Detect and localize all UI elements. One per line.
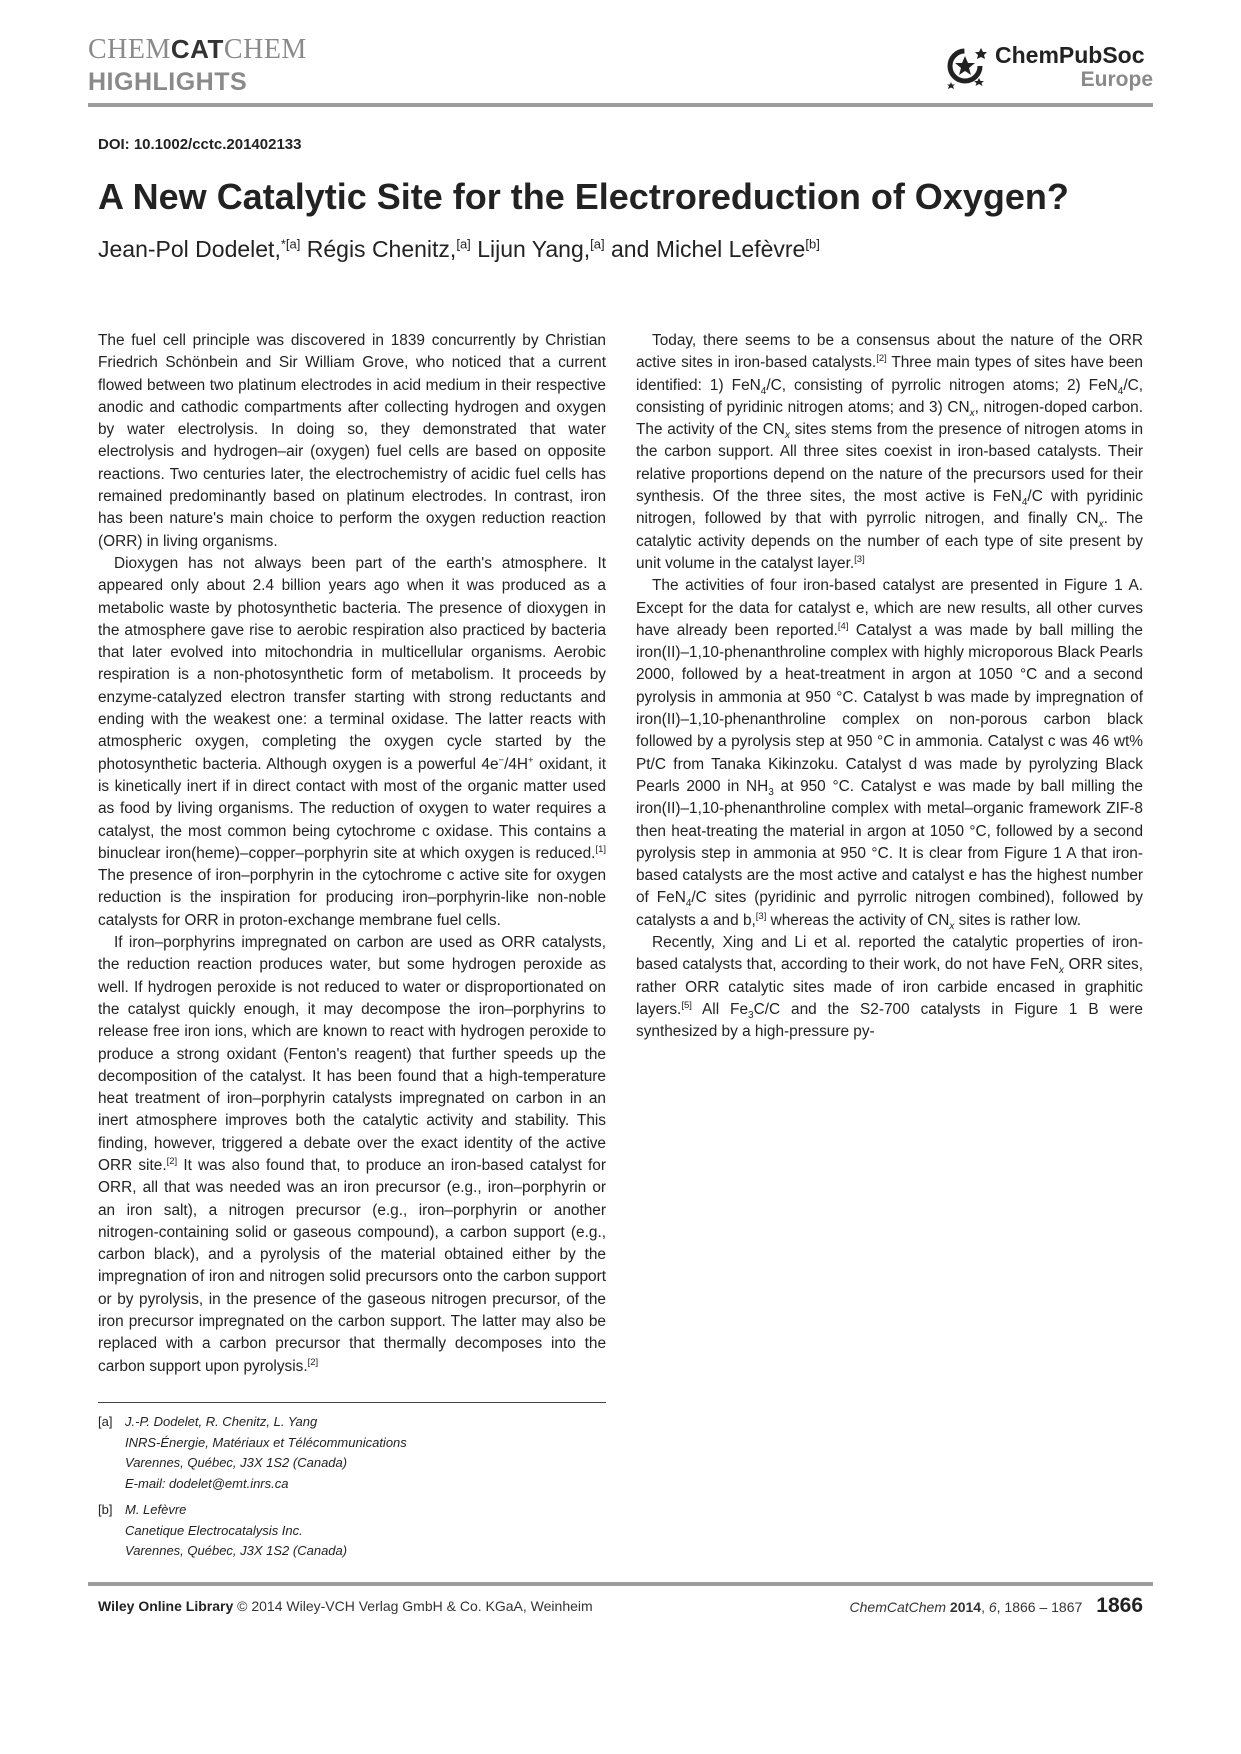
paragraph-text: oxidant, it is kinetically inert if in direct contact with most of the organic matter used as food by living organisms. The reduction of oxygen to water requires a catalyst, the most common being cytochrome c oxidase. This contains a binuclear iron(heme)–copper–porphyrin site at which oxygen is reduced. [98,755,606,862]
paragraph [636,575,1143,932]
paragraph-text: The fuel cell principle was discovered in 1839 concurrently by Christian Friedrich Schönbein and Sir William Grove, who noticed that a current flowed between two platinum electrodes in acid medium in their respective anodic and cathodic compartments after collecting hydrogen and oxygen by water electrolysis. In doing so, they demonstrated that water electrolysis and hydrogen–air (oxygen) fuel cells are based on opposite reactions. Two centuries later, the electrochemistry of acidic fuel cells has remained predominantly based on platinum electrodes. In contrast, iron has been nature's main choice to perform the oxygen reduction reaction (ORR) in living organisms. [98,332,606,550]
reference-link[interactable]: [2] [307,1356,319,1368]
paragraph [98,932,606,1378]
footer-year: 2014 [949,1599,982,1615]
author-name: Jean-Pol Dodelet, [98,236,281,262]
footer-copyright [98,1598,593,1614]
superscript: − [498,754,505,766]
subscript: 4 [1021,497,1028,509]
paragraph-text: /C with pyridinic nitrogen, followed by that with pyrrolic nitrogen, and finally CN [636,488,1143,528]
subscript: 4 [760,385,767,397]
paragraph-text: /C, consisting of pyridinic nitrogen atoms; and 3) CN [636,376,1143,416]
paragraph-text: at 950 °C. Catalyst e was made by ball milling the iron(II)–1,10-phenanthroline complex with metal–organic framework ZIF-8 then heat-treating the material in argon at 1050 °C, followed by a second pyrolysis step in ammonia at 950 °C. It is clear from Figure 1 A that iron-based catalysts are the most active and catalyst e has the highest number of FeN [636,777,1143,907]
footnote-item [98,1500,606,1562]
paragraph-text: /C sites (pyridinic and pyrrolic nitrogen combined), followed by catalysts a and b, [636,889,1144,929]
subscript: x [969,407,975,419]
reference-link[interactable]: [3] [854,553,865,565]
paragraph [636,330,1143,575]
section-label: HIGHLIGHTS [88,68,248,96]
journal-name-part2: CAT [170,34,224,64]
paragraph-text: Catalyst a was made by ball milling the iron(II)–1,10-phenanthroline complex with highly microporous Black Pearls 2000, followed by a heat-treatment in argon at 1050 °C and a second pyrolysis in ammonia at 950 °C. Catalyst b was made by impregnation of iron(II)–1,10-phenanthroline complex on non-porous carbon black followed by a pyrolysis step at 950 °C in ammonia. Catalyst c was 46 wt% Pt/C from Tanaka Kikinzoku. Catalyst d was made by pyrolyzing Black Pearls 2000 in NH [636,621,1143,795]
footer-divider [88,1582,1153,1586]
subscript: x [784,430,790,442]
paragraph [98,553,606,932]
footnote-line: Varennes, Québec, J3X 1S2 (Canada) [125,1455,348,1470]
publisher-region: Europe [1080,68,1153,91]
paragraph-text: The activities of four iron-based catalyst are presented in Figure 1 A. Except for the data for catalyst e, which are new results, all other curves have already been reported. [636,577,1143,639]
header-divider [88,103,1153,107]
paragraph-text: /C, consisting of pyrrolic nitrogen atoms; 2) FeN [766,376,1118,394]
author-name: and Michel Lefèvre [611,236,806,262]
article-title: A New Catalytic Site for the Electroreduction of Oxygen? [98,176,1069,217]
paragraph-text: ORR sites, rather ORR catalytic sites made of iron carbide encased in graphitic layers. [636,956,1143,1018]
footnote-email[interactable]: E-mail: dodelet@emt.inrs.ca [125,1475,289,1491]
paragraph-text: Today, there seems to be a consensus about the nature of the ORR active sites in iron-based catalysts. [636,332,1143,372]
subscript: x [949,920,955,932]
author-name: Lijun Yang, [477,236,591,262]
footnote-line: Canetique Electrocatalysis Inc. [125,1522,303,1538]
reference-link[interactable]: [4] [837,620,849,632]
reference-link[interactable]: [5] [681,999,692,1011]
chempubsoc-star-icon [943,42,989,92]
footer-citation: ChemCatChem 2014, 6, 1866 – 1867 1866 [849,1594,1143,1617]
footer-volume: 6 [988,1599,997,1615]
paragraph-text: /4H [504,755,529,773]
footer-pages: , 1866 – 1867 [996,1599,1083,1615]
author-affiliation-mark: *[a] [280,236,301,252]
paragraph-text: The presence of iron–porphyrin in the cytochrome c active site for oxygen reduction is the inspiration for producing iron–porphyrin-like non-noble catalysts for ORR in proton-exchange membrane fuel cells. [98,867,606,929]
journal-name-part1: CHEM [88,34,171,65]
paragraph-text: Recently, Xing and Li et al. reported the catalytic properties of iron-based catalysts that, according to their work, do not have FeN [636,934,1143,974]
publisher-logo [943,40,1153,96]
copyright-text: © 2014 Wiley-VCH Verlag GmbH & Co. KGaA, Weinheim [237,1598,593,1614]
subscript: 3 [748,1009,754,1021]
footnote-line: M. Lefèvre [125,1502,187,1517]
subscript: 4 [1117,385,1124,397]
paragraph-text: If iron–porphyrins impregnated on carbon are used as ORR catalysts, the reduction reaction produces water, but some hydrogen peroxide as well. If hydrogen peroxide is not reduced to water or disproportionated on the catalyst quickly enough, it may decompose the iron–porphyrins to release free iron ions, which are known to react with hydrogen peroxide to produce a strong oxidant (Fenton's reagent) that further speeds up the decomposition of the catalyst. It has been found that a high-temperature heat treatment of iron–porphyrin catalysts impregnated on carbon in an inert atmosphere improves both the catalytic activity and stability. This finding, however, triggered a debate over the exact identity of the active ORR site. [98,934,606,1174]
journal-name [88,34,307,66]
author-affiliation-mark: [a] [590,236,605,252]
subscript: 4 [685,898,692,910]
paragraph-text: C/C and the S2-700 catalysts in Figure 1 B were synthesized by a high-pressure py- [636,1000,1143,1041]
publisher-name: ChemPubSoc [995,42,1145,68]
paragraph-text: It was also found that, to produce an iron-based catalyst for ORR, all that was needed was an iron precursor (e.g., iron–porphyrin or an iron salt), a nitrogen precursor (e.g., iron–porphyrin or another nitrogen-containing solid or gaseous compound), a carbon support (e.g., carbon black), and a pyrolysis of the material obtained either by the impregnation of iron and nitrogen solid precursors onto the carbon support or by pyrolysis, in the presence of the gaseous nitrogen precursor, of the iron precursor impregnated on the carbon support. The latter may also be replaced with a carbon precursor that thermally decomposes into the carbon support upon pyrolysis. [98,1156,606,1375]
body-column-right [636,330,1143,1044]
paragraph [636,932,1143,1043]
reference-link[interactable]: [1] [595,843,606,855]
paragraph-text: sites is rather low. [954,911,1081,929]
paragraph-text: All Fe [691,1000,749,1018]
author-affiliation-mark: [b] [805,236,820,252]
footnote-line: INRS-Énergie, Matériaux et Télécommunications [125,1434,407,1450]
affiliation-footnotes [98,1412,606,1562]
footnote-line: J.-P. Dodelet, R. Chenitz, L. Yang [125,1414,318,1429]
page-number: 1866 [1096,1594,1143,1617]
wiley-online-library-link[interactable]: Wiley Online Library [98,1598,234,1614]
author-list [98,236,820,263]
subscript: x [1059,965,1065,977]
body-column-left [98,330,606,1378]
reference-link[interactable]: [2] [166,1155,178,1167]
subscript: 3 [768,787,774,799]
footnote-line: Varennes, Québec, J3X 1S2 (Canada) [125,1543,348,1558]
footnote-item [98,1412,606,1494]
paragraph [98,330,606,553]
paragraph-text: Three main types of sites have been identified: 1) FeN [636,354,1143,394]
author-name: Régis Chenitz, [306,236,457,262]
paragraph-text: Dioxygen has not always been part of the earth's atmosphere. It appeared only about 2.4 billion years ago when it was produced as a metabolic waste by photosynthetic bacteria. The presence of dioxygen in the atmosphere gave rise to aerobic respiration also practiced by bacteria that later evolved into mitochondria in multicellular organisms. Aerobic respiration is a non-photosynthetic form of metabolism. It proceeds by enzyme-catalyzed electron transfer starting with strong reductants and ending with the weakest one: a terminal oxidase. The latter reacts with atmospheric oxygen, completing the oxygen cycle started by the photosynthetic bacteria. Although oxygen is a powerful 4e [98,554,606,773]
reference-link[interactable]: [3] [755,910,767,922]
doi[interactable]: DOI: 10.1002/cctc.201402133 [98,136,302,153]
paragraph-text: . The catalytic activity depends on the number of each type of site present by unit volume in the catalyst layer. [636,510,1144,572]
footer-journal: ChemCatChem [849,1599,947,1615]
superscript: + [528,754,534,766]
footnote-divider [98,1402,606,1403]
reference-link[interactable]: [2] [876,353,887,365]
footnote-mark: [b] [98,1502,113,1517]
footnote-mark: [a] [98,1414,113,1429]
paragraph-text: , nitrogen-doped carbon. The activity of the CN [636,398,1143,439]
journal-name-part3: CHEM [223,34,307,65]
paragraph-text: sites stems from the presence of nitrogen atoms in the carbon support. All three sites coexist in iron-based catalysts. Their relative proportions depend on the nature of the precursors used for their synthesis. Of the three sites, the most active is FeN [636,421,1144,506]
author-affiliation-mark: [a] [456,236,471,252]
paragraph-text: whereas the activity of CN [766,911,950,929]
subscript: x [1098,519,1104,531]
page-header [88,34,1153,104]
